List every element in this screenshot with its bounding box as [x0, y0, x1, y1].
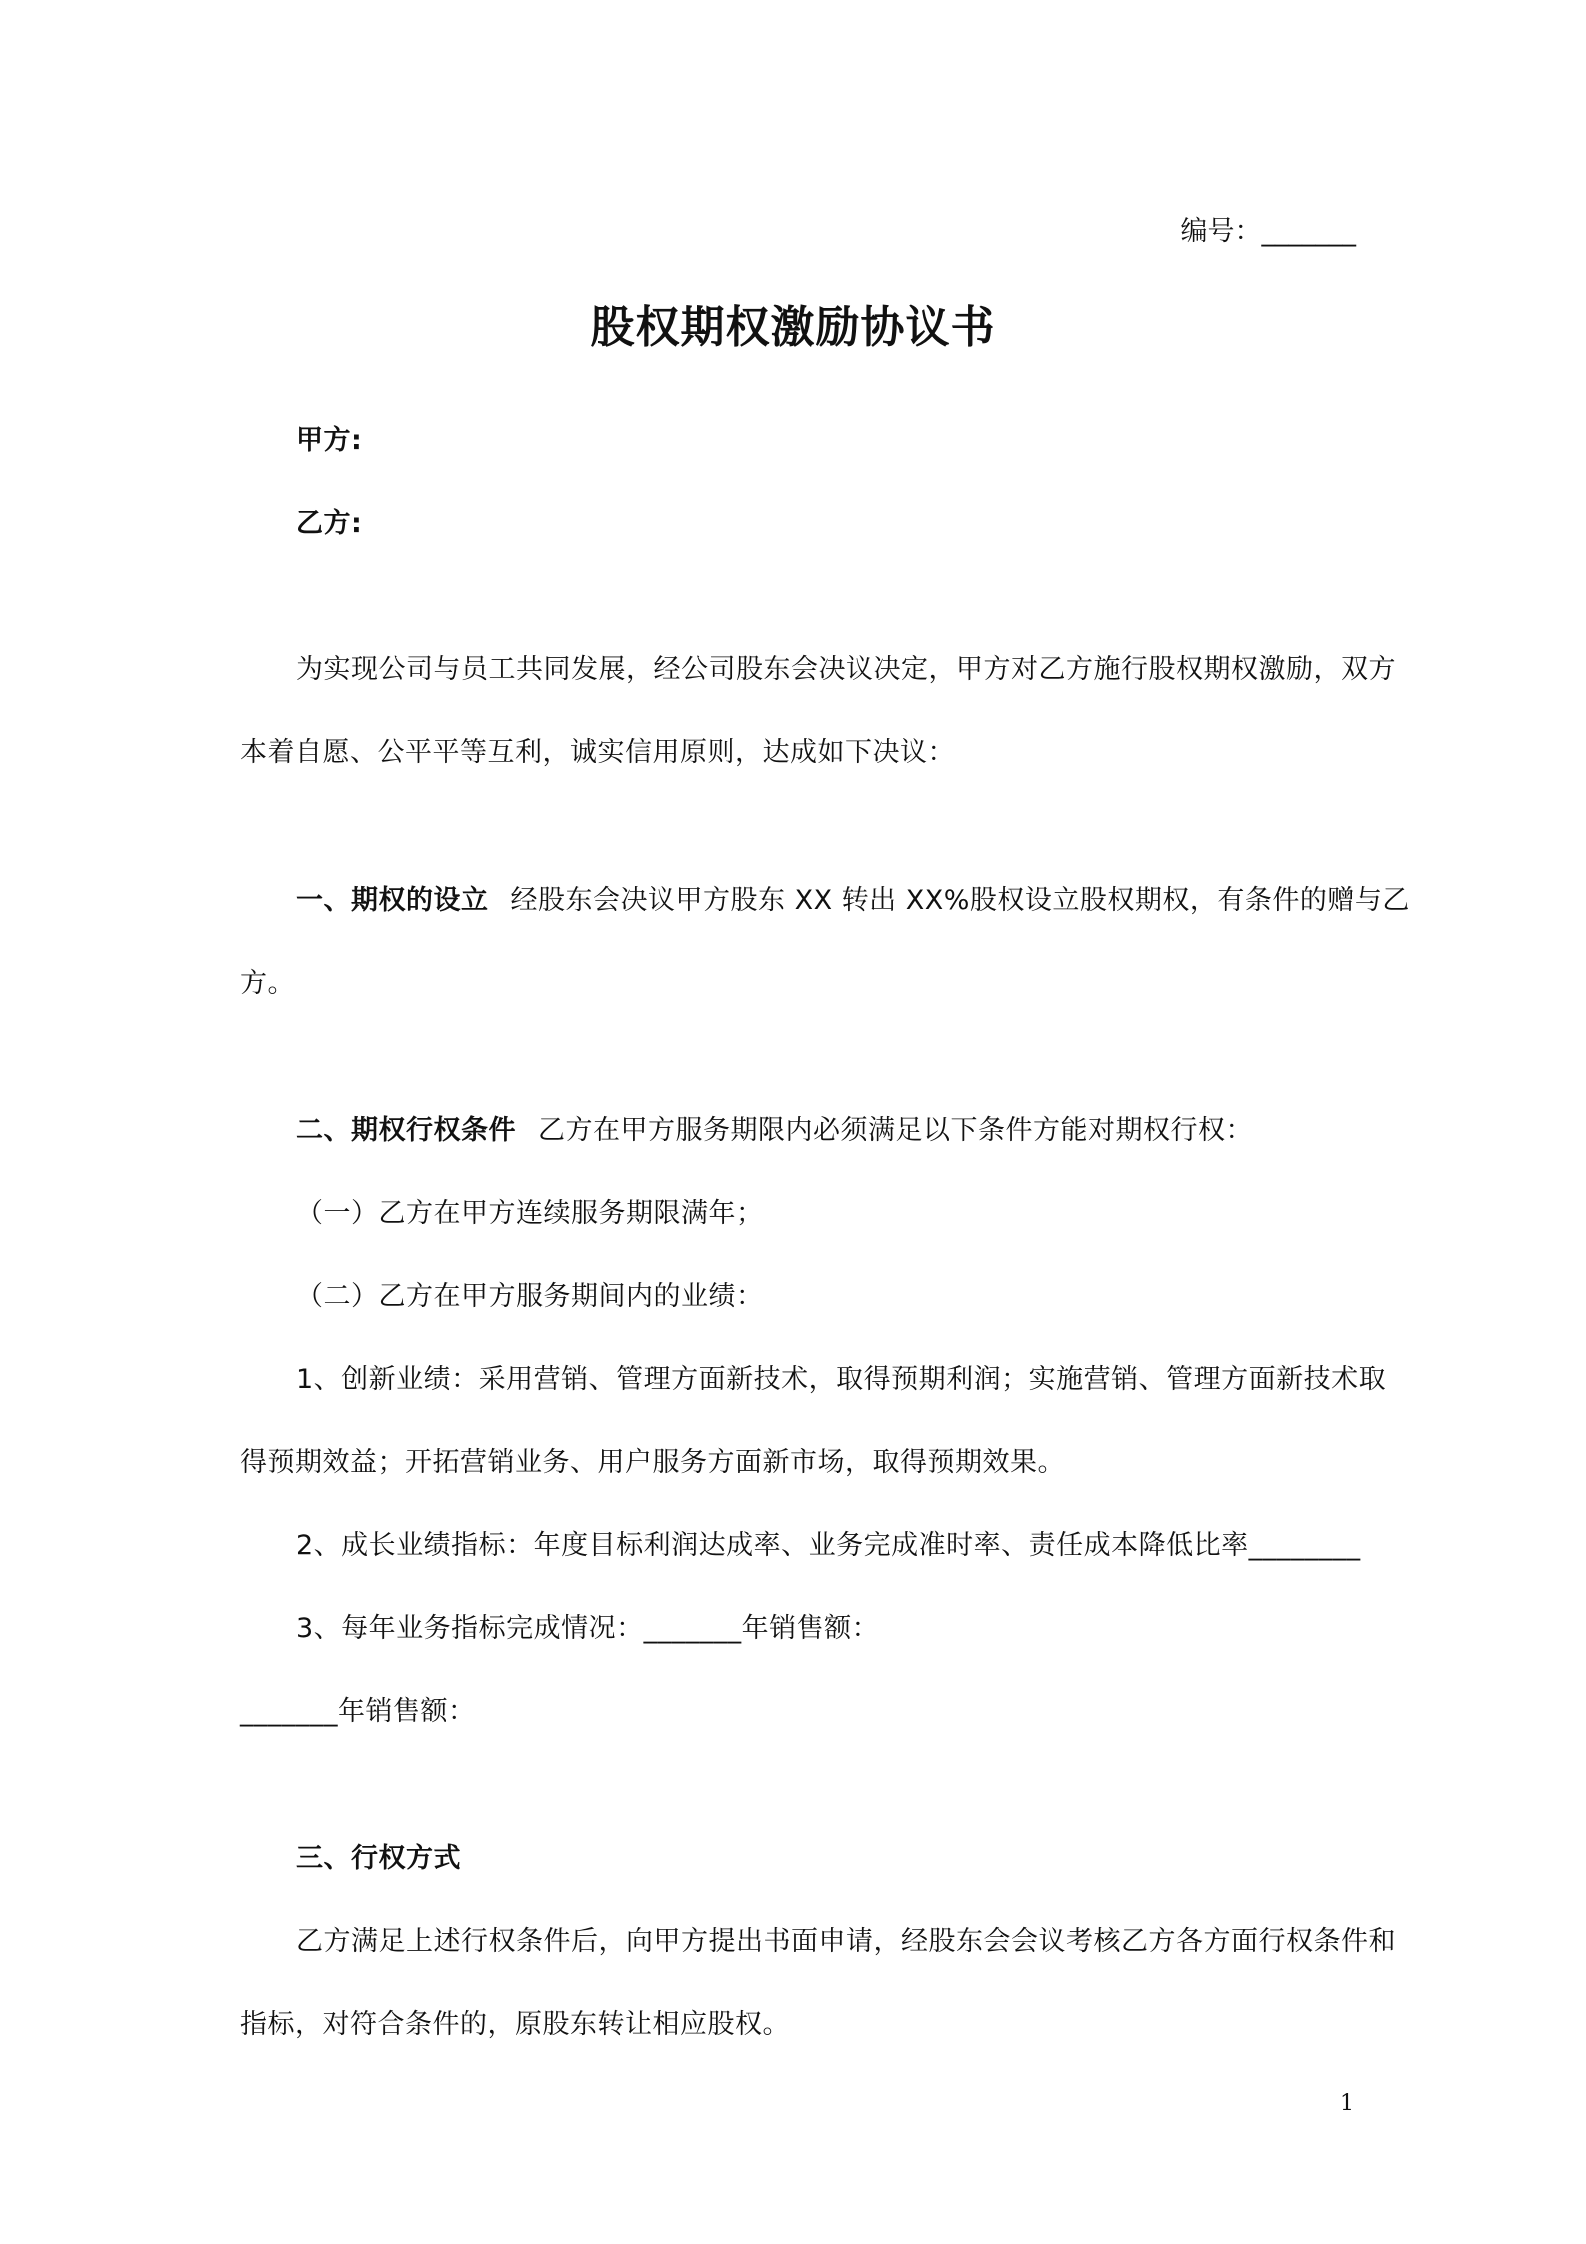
section-3-line-2: 指标，对符合条件的，原股东转让相应股权。 — [240, 2009, 790, 2040]
section-2-sub-3-line-2: _______年销售额： — [240, 1696, 476, 1727]
preamble-line-1: 为实现公司与员工共同发展，经公司股东会决议决定，甲方对乙方施行股权期权激励，双方 — [296, 654, 1396, 685]
section-1-line-1 — [296, 883, 1410, 919]
preamble-line-2: 本着自愿、公平平等互利，诚实信用原则，达成如下决议： — [240, 737, 955, 768]
section-2-sub-1-line-2: 得预期效益；开拓营销业务、用户服务方面新市场，取得预期效果。 — [240, 1447, 1065, 1478]
section-2-sub-3-line-1: 3、每年业务指标完成情况：_______年销售额： — [296, 1613, 880, 1644]
section-2-sub-2: 2、成长业绩指标：年度目标利润达成率、业务完成准时率、责任成本降低比率________ — [296, 1530, 1361, 1561]
section-3-line-1: 乙方满足上述行权条件后，向甲方提出书面申请，经股东会会议考核乙方各方面行权条件和 — [296, 1926, 1396, 1957]
section-2-item-1: （一）乙方在甲方连续服务期限满年； — [296, 1198, 764, 1229]
section-1-line-2: 方。 — [240, 968, 295, 999]
page-number: 1 — [1340, 2091, 1354, 2116]
section-1-text: 经股东会决议甲方股东 XX 转出 XX%股权设立股权期权，有条件的赠与乙 — [510, 885, 1410, 916]
section-2-item-2: （二）乙方在甲方服务期间内的业绩： — [296, 1281, 764, 1312]
document-title: 股权期权激励协议书 — [590, 302, 996, 353]
section-2-sub-1-line-1: 1、创新业绩：采用营销、管理方面新技术，取得预期利润；实施营销、管理方面新技术取 — [296, 1364, 1387, 1395]
document-number: 编号：_______ — [1180, 216, 1356, 247]
party-a-label: 甲方: — [296, 425, 363, 456]
section-2-heading: 二、期权行权条件 — [296, 1115, 516, 1146]
section-1-heading: 一、期权的设立 — [296, 885, 489, 916]
section-2-intro: 乙方在甲方服务期限内必须满足以下条件方能对期权行权： — [538, 1115, 1253, 1146]
section-3-heading: 三、行权方式 — [296, 1843, 461, 1874]
party-b-label: 乙方: — [296, 508, 363, 539]
section-2-line-1 — [296, 1113, 1253, 1149]
